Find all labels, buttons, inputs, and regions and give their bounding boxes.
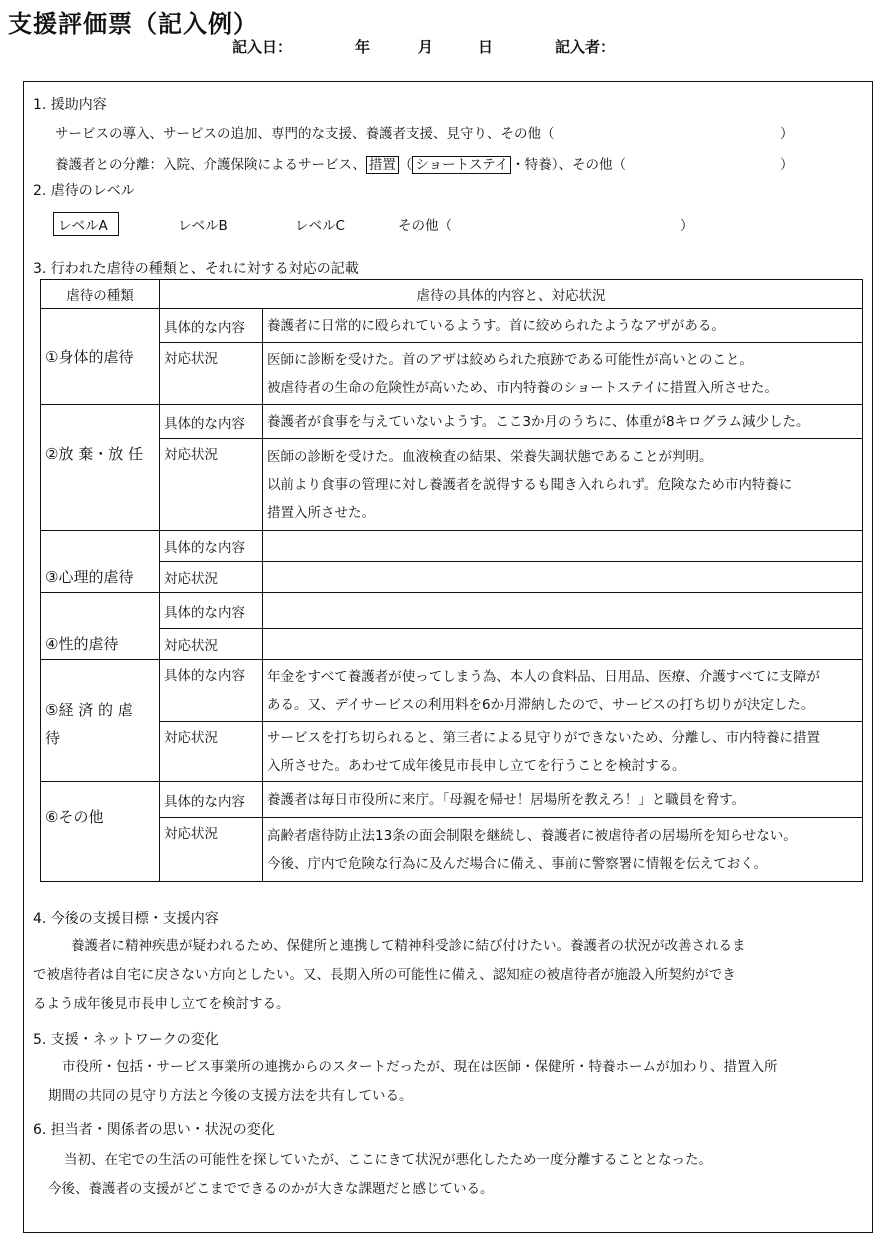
content-cell: [263, 309, 863, 343]
response-cell-empty: [263, 629, 863, 660]
year-label: 年: [355, 38, 371, 56]
level-c: レベルC: [295, 218, 345, 234]
day-label: 日: [478, 38, 494, 56]
content-cell: [263, 660, 863, 722]
short-stay-box: ショートステイ: [412, 156, 511, 174]
paren-open: （: [398, 157, 413, 173]
assistance-line-1-close: ）: [780, 126, 794, 142]
section-1-heading: 1. 援助内容: [33, 97, 107, 113]
paragraph-line: 市役所・包括・サービス事業所の連携からのスタートだったが、現在は医師・保健所・特養ホームが加わり、措置入所: [62, 1059, 778, 1075]
response-cell: [263, 439, 863, 531]
col-header-detail: 虐待の具体的内容と、対応状況: [160, 280, 863, 309]
abuse-type: ④性的虐待: [41, 593, 160, 660]
section-4-body: [33, 932, 745, 1019]
table-row: [41, 439, 863, 531]
table-row: [41, 818, 863, 882]
sub-label-content: 具体的な内容: [160, 660, 263, 722]
section-3-heading: 3. 行われた虐待の種類と、それに対する対応の記載: [33, 261, 359, 277]
response-cell-empty: [263, 562, 863, 593]
section-6-body: [48, 1146, 712, 1204]
abuse-type-line: 待: [45, 729, 61, 747]
sub-label-response: 対応状況: [160, 722, 263, 782]
section-5-body: [48, 1053, 778, 1111]
paragraph-line: 期間の共同の見守り方法と今後の支援方法を共有している。: [48, 1088, 413, 1104]
abuse-type-line: ⑤経 済 的 虐: [45, 701, 133, 719]
table-row: [41, 562, 863, 593]
content-cell: [263, 405, 863, 439]
table-row: [41, 309, 863, 343]
sub-label-response: 対応状況: [160, 818, 263, 882]
recorder-label: 記入者：: [555, 38, 616, 56]
abuse-type: [41, 660, 160, 782]
paragraph-line: るよう成年後見市長申し立てを検討する。: [33, 996, 290, 1012]
sub-label-response: 対応状況: [160, 439, 263, 531]
level-other: その他（: [398, 218, 452, 234]
table-row: [41, 660, 863, 722]
section-6-heading: 6. 担当者・関係者の思い・状況の変化: [33, 1122, 275, 1138]
section-5-heading: 5. 支援・ネットワークの変化: [33, 1032, 219, 1048]
sub-label-content: 具体的な内容: [160, 405, 263, 439]
content-cell-empty: [263, 593, 863, 629]
table-row: [41, 531, 863, 562]
sub-label-content: 具体的な内容: [160, 593, 263, 629]
sub-label-content: 具体的な内容: [160, 531, 263, 562]
abuse-table: [40, 279, 863, 882]
abuse-type: ③心理的虐待: [41, 531, 160, 593]
section-2-heading: 2. 虐待のレベル: [33, 183, 135, 199]
table-row: [41, 629, 863, 660]
response-line: 以前より食事の管理に対し養護者を説得するも聞き入れられず。危険なため市内特養に: [267, 476, 793, 493]
content-line: 養護者に日常的に殴られているようす。首に絞められたようなアザがある。: [267, 317, 725, 334]
response-line: 医師に診断を受けた。首のアザは絞められた痕跡である可能性が高いとのこと。: [267, 351, 753, 368]
response-line: 高齢者虐待防止法13条の面会制限を継続し、養護者に被虐待者の居場所を知らせない。: [267, 827, 797, 844]
table-row: [41, 405, 863, 439]
response-line: 医師の診断を受けた。血液検査の結果、栄養失調状態であることが判明。: [267, 448, 713, 465]
abuse-type: ①身体的虐待: [41, 309, 160, 405]
assistance-line-2-close: ）: [780, 157, 794, 173]
sub-label-response: 対応状況: [160, 343, 263, 405]
content-cell-empty: [263, 531, 863, 562]
content-line: 養護者が食事を与えていないようす。ここ3か月のうちに、体重が8キログラム減少した。: [267, 413, 810, 430]
response-line: 被虐待者の生命の危険性が高いため、市内特養のショートステイに措置入所させた。: [267, 379, 778, 396]
sub-label-response: 対応状況: [160, 629, 263, 660]
sub-label-content: 具体的な内容: [160, 309, 263, 343]
col-header-type: 虐待の種類: [41, 280, 160, 309]
content-line: 年金をすべて養護者が使ってしまう為、本人の食料品、日用品、医療、介護すべてに支障が: [267, 668, 820, 685]
table-row: [41, 722, 863, 782]
table-row: [41, 343, 863, 405]
level-a-selected: レベルA: [53, 212, 119, 236]
response-cell: [263, 343, 863, 405]
response-line: 今後、庁内で危険な行為に及んだ場合に備え、事前に警察署に情報を伝えておく。: [267, 855, 768, 872]
content-line: 養護者は毎日市役所に来庁。「母親を帰せ！居場所を教えろ！」と職員を脅す。: [267, 791, 746, 808]
section-4-heading: 4. 今後の支援目標・支援内容: [33, 911, 219, 927]
measure-box: 措置: [366, 156, 399, 174]
page-title: 支援評価票（記入例）: [8, 10, 258, 38]
response-cell: [263, 818, 863, 882]
level-other-close: ）: [680, 218, 694, 234]
response-cell: [263, 722, 863, 782]
table-row: [41, 593, 863, 629]
paragraph-line: 今後、養護者の支援がどこまでできるのかが大きな課題だと感じている。: [48, 1181, 494, 1197]
date-label: 記入日：: [232, 38, 293, 56]
assistance-line-2: [55, 153, 626, 173]
table-row: [41, 782, 863, 818]
assistance-line-1: サービスの導入、サービスの追加、専門的な支援、養護者支援、見守り、その他（: [55, 126, 555, 142]
month-label: 月: [418, 38, 434, 56]
paragraph-line: で被虐待者は自宅に戻さない方向としたい。又、長期入所の可能性に備え、認知症の被虐待者が施設入所契約ができ: [33, 967, 736, 983]
content-line: ある。又、デイサービスの利用料を6か月滞納したので、サービスの打ち切りが決定した。: [267, 696, 815, 713]
sub-label-response: 対応状況: [160, 562, 263, 593]
response-line: 措置入所させた。: [267, 504, 375, 521]
abuse-type: ②放 棄・放 任: [41, 405, 160, 531]
content-cell: [263, 782, 863, 818]
level-b: レベルB: [178, 218, 228, 234]
separation-text-2: ・特養）、その他（: [511, 157, 627, 173]
abuse-type: ⑥その他: [41, 782, 160, 882]
paragraph-line: 養護者に精神疾患が疑われるため、保健所と連携して精神科受診に結び付けたい。養護者の状況が改善されるま: [71, 938, 746, 954]
separation-text: 養護者との分離：入院、介護保険によるサービス、: [55, 157, 366, 173]
paragraph-line: 当初、在宅での生活の可能性を探していたが、ここにきて状況が悪化したため一度分離することとなった。: [64, 1152, 712, 1168]
response-line: 入所させた。あわせて成年後見市長申し立てを行うことを検討する。: [267, 757, 686, 774]
response-line: サービスを打ち切られると、第三者による見守りができないため、分離し、市内特養に措置: [267, 729, 820, 746]
sub-label-content: 具体的な内容: [160, 782, 263, 818]
